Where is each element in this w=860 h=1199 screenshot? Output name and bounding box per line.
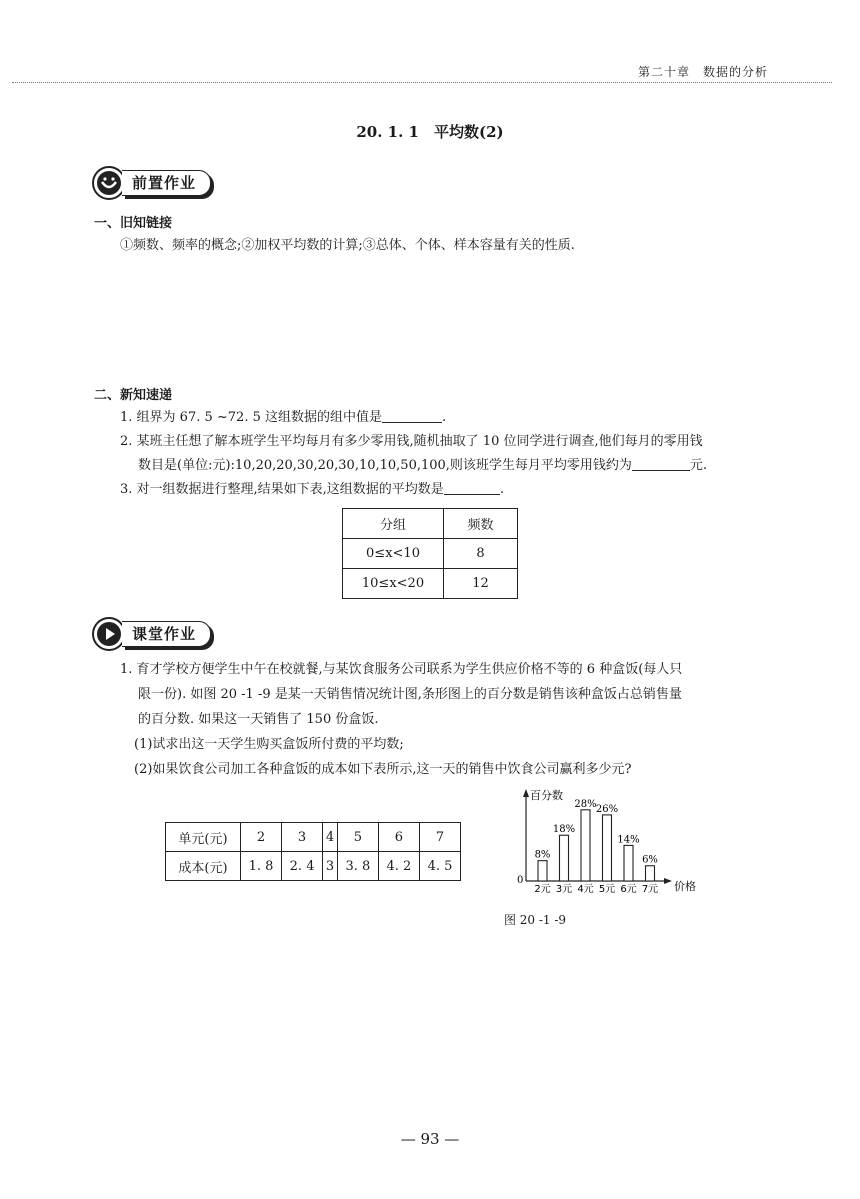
new-knowledge-heading: 二、新知速递 [94,388,173,403]
table-header-frequency: 频数 [444,509,518,539]
table-cell: 7 [419,823,460,852]
sales-bar-chart [510,783,700,901]
table-cell: 3 [323,852,338,881]
bar-value-label: 14% [617,834,640,846]
table-cell: 5 [337,823,378,852]
class-homework-banner [92,617,211,651]
chapter-header: 第二十章 数据的分析 [637,65,768,79]
table-cell: 6 [378,823,419,852]
question-2-line-1: 2. 某班主任想了解本班学生平均每月有多少零用钱,随机抽取了 10 位同学进行调查,他们每月的零用钱 [120,434,703,449]
table-cell: 3. 8 [337,852,378,881]
table-cell: 2 [241,823,282,852]
x-axis-arrow [664,878,672,884]
pre-homework-banner-label: 前置作业 [122,170,211,196]
bar [646,866,655,881]
class-question-1-line-2: 限一份). 如图 20 -1 -9 是某一天销售情况统计图,条形图上的百分数是销售该种盒饭占总销售量 [138,687,682,702]
answer-blank [382,408,442,423]
bar-value-label: 18% [552,824,576,836]
question-2-text: 数目是(单位:元):10,20,20,30,20,30,10,10,50,100,则该班学生每月平均零用钱约为 [138,458,632,473]
figure-caption: 图 20 -1 -9 [503,913,567,927]
x-tick-label: 6元 [620,884,637,895]
table-cell: 4. 5 [419,852,460,881]
class-homework-banner-label: 课堂作业 [122,621,211,647]
table-cell: 0≤x<10 [343,539,444,569]
question-1-text: 1. 组界为 67. 5 ~72. 5 这组数据的组中值是 [120,410,382,425]
x-tick-label: 7元 [641,884,659,895]
y-axis-label: 百分数 [530,789,563,802]
table-cell: 2. 4 [282,852,323,881]
bar-value-label: 8% [534,849,551,861]
play-icon [92,617,126,651]
bar-value-label: 26% [595,803,619,815]
answer-blank [632,456,690,471]
bar-value-label: 6% [642,854,658,866]
question-3-end: . [499,482,504,497]
table-cell: 3 [282,823,323,852]
sub-question-2: (2)如果饮食公司加工各种盒饭的成本如下表所示,这一天的销售中饮食公司赢利多少元? [134,762,632,777]
x-tick-label: 4元 [577,884,594,895]
table-cell: 12 [444,569,518,599]
question-3 [120,480,504,500]
header-divider [12,82,832,83]
question-1-end: . [441,410,447,425]
question-2-end: 元. [689,458,708,473]
bar [603,815,612,881]
bar [560,835,569,881]
answer-blank [444,480,500,495]
table-cell: 1. 8 [241,852,282,881]
bar-value-label: 28% [574,798,597,810]
class-question-1-line-3: 的百分数. 如果这一天销售了 150 份盒饭. [138,712,379,727]
bar [624,845,633,881]
table-cell: 4 [323,823,338,852]
class-question-1-line-1: 1. 育才学校方便学生中午在校就餐,与某饮食服务公司联系为学生供应价格不等的 6 种盒饭(每人只 [120,662,683,677]
origin-label: 0 [517,875,524,886]
cost-table [165,822,461,881]
old-knowledge-text: ①频数、频率的概念;②加权平均数的计算;③总体、个体、样本容量有关的性质. [120,238,575,253]
table-cell: 4. 2 [378,852,419,881]
table-cell: 10≤x<20 [343,569,444,599]
question-2-line-2 [138,456,707,476]
table-header-group: 分组 [343,509,444,539]
table-cell: 8 [444,539,518,569]
pre-homework-banner [92,166,211,200]
sub-question-1: (1)试求出这一天学生购买盒饭所付费的平均数; [134,737,404,752]
frequency-table [342,508,518,599]
bar [538,861,547,881]
x-tick-label: 5元 [598,884,616,895]
question-1 [120,408,446,428]
y-axis-arrow [523,789,529,797]
table-row-header: 单元(元) [166,823,241,852]
question-3-text: 3. 对一组数据进行整理,结果如下表,这组数据的平均数是 [120,482,444,497]
x-tick-label: 2元 [534,884,551,895]
old-knowledge-heading: 一、旧知链接 [94,216,173,231]
smile-icon [92,166,126,200]
page-title: 20. 1. 1 平均数(2) [356,123,504,141]
table-row-header: 成本(元) [166,852,241,881]
x-tick-label: 3元 [555,884,573,895]
x-axis-label: 价格 [674,880,696,893]
bar [581,810,590,881]
page-number: — 93 — [400,1130,460,1148]
